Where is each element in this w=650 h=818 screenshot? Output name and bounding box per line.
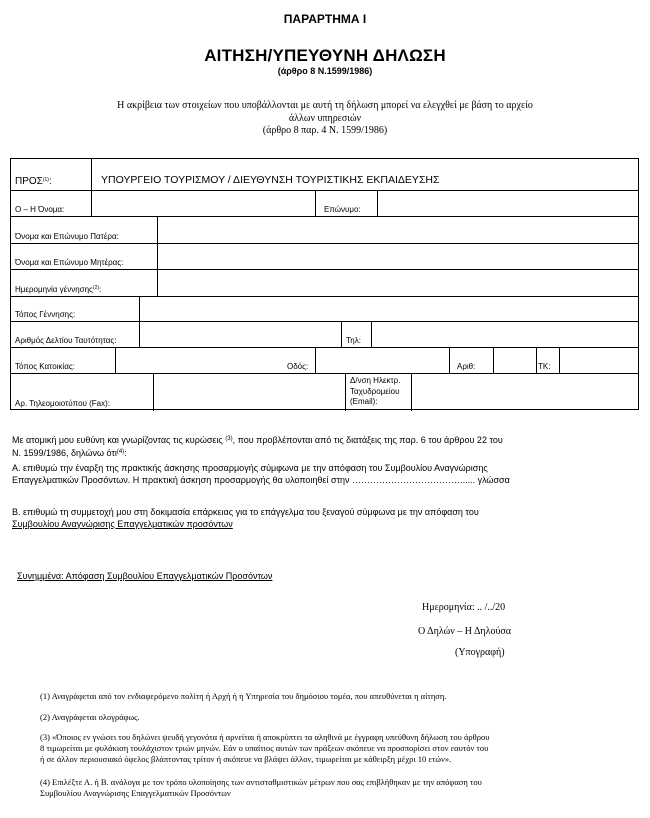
statement-line: Με ατομική μου ευθύνη και γνωρίζοντας τις κυρώσεις $^{(3)}$, που προβλέπονται από τις διατάξεις της παρ. 6 του άρθρου 22 του (12, 435, 503, 445)
note-3-line: ή σε άλλον περιουσιακό όφελος βλάπτοντας τρίτον ή σκόπευε να βλάψει άλλον, τιμωρείται με κάθειρξη μέχρι 10 ετών». (40, 754, 452, 764)
birth-date-field[interactable] (158, 270, 638, 295)
father-name-label: Όνομα και Επώνυμο Πατέρα: (15, 232, 119, 241)
option-a[interactable] (12, 463, 510, 486)
col-divider (536, 347, 537, 373)
document-title: ΑΙΤΗΣΗ/ΥΠΕΥΘΥΝΗ ΔΗΛΩΣΗ (204, 46, 446, 65)
first-name-label: Ο – Η Όνομα: (15, 205, 65, 214)
birth-place-label: Τόπος Γέννησης: (15, 310, 76, 319)
option-b[interactable] (12, 507, 479, 530)
annex-heading: ΠΑΡΑΡΤΗΜΑ Ι (283, 12, 367, 26)
email-field[interactable] (412, 374, 638, 410)
col-divider (341, 321, 342, 347)
option-b-line: Β. επιθυμώ τη συμμετοχή μου στη δοκιμασία επάρκειας για το επάγγελμα του ξεναγού σύμφωνα με την απόφαση του (12, 507, 479, 517)
fax-label: Αρ. Τηλεομοιοτύπου (Fax): (15, 399, 110, 408)
accuracy-notice (0, 100, 650, 138)
col-divider (345, 373, 346, 411)
phone-field[interactable] (372, 322, 638, 346)
note-2: (2) Αναγράφεται ολογράφως. (40, 712, 140, 722)
note-4 (40, 777, 482, 799)
surname-label: Επώνυμο: (324, 205, 361, 214)
birth-place-field[interactable] (140, 297, 638, 320)
note-4-line: Συμβουλίου Αναγνώρισης Επαγγελματικών Προσόντων (40, 788, 231, 798)
mother-name-field[interactable] (158, 244, 638, 268)
note-3-line: (3) «Όποιος εν γνώσει του δηλώνει ψευδή γεγονότα ή αρνείται ή αποκρύπτει τα αληθινά με έγγραφη υπεύθυνη δήλωση του άρθρου (40, 732, 490, 742)
notice-line: (άρθρο 8 παρ. 4 Ν. 1599/1986) (262, 125, 388, 136)
email-label (350, 376, 400, 408)
father-name-field[interactable] (158, 217, 638, 242)
attachments-line: Συνημμένα: Απόφαση Συμβουλίου Επαγγελματικών Προσόντων (17, 571, 273, 581)
residence-label: Τόπος Κατοικίας: (15, 362, 75, 371)
email-label-line: Δ/νση Ηλεκτρ. (350, 376, 401, 385)
mother-name-label: Όνομα και Επώνυμο Μητέρας: (15, 258, 124, 267)
note-3 (40, 732, 489, 765)
street-label: Οδός: (287, 362, 309, 371)
col-divider (449, 347, 450, 373)
surname-field[interactable] (378, 191, 638, 215)
postcode-label: ΤΚ: (538, 362, 551, 371)
option-a-line: Α. επιθυμώ την έναρξη της πρακτικής άσκησης προσαρμογής σύμφωνα με την απόφαση του Συμβουλίου Αναγνώρισης (12, 463, 488, 473)
note-4-line: (4) Επιλέξτε Α. ή Β. ανάλογα με τον τρόπο υλοποίησης των αντισταθμιστικών μέτρων που σας επιβλήθηκαν με την απόφαση του (40, 777, 482, 787)
number-field[interactable] (494, 348, 535, 372)
phone-label: Τηλ: (346, 336, 361, 345)
note-1: (1) Αναγράφεται από τον ενδιαφερόμενο πολίτη ή Αρχή ή η Υπηρεσία του δημόσιου τομέα, που απευθύνεται η αίτηση. (40, 691, 447, 701)
statement-line: Ν. 1599/1986, δηλώνω ότι$^{(4)}$: (12, 447, 127, 458)
date-line: Ημερομηνία: .. /../20 (422, 602, 506, 613)
notice-line: άλλων υπηρεσιών (288, 112, 362, 124)
option-b-line: Συμβουλίου Αναγνώρισης Επαγγελματικών προσόντων (12, 518, 233, 529)
notice-line: Η ακρίβεια των στοιχείων που υποβάλλονται με αυτή τη δήλωση μπορεί να ελεγχθεί με βάση το αρχείο (117, 100, 533, 111)
declarant-label: Ο Δηλών – Η Δηλούσα (418, 626, 512, 637)
email-label-line: Ταχυδρομείου (350, 386, 400, 396)
option-a-line: Επαγγελματικών Προσόντων. Η πρακτική άσκηση προσαρμογής θα υλοποιηθεί στην ………………………………...... γλώσσα (12, 474, 510, 485)
email-label-line: (Εmail): (350, 397, 378, 406)
declaration-form (10, 158, 639, 410)
signature-label: (Υπογραφή) (455, 647, 505, 658)
residence-field[interactable] (116, 348, 314, 372)
to-label: ΠΡΟΣ$^{(1)}$: (15, 176, 52, 187)
first-name-field[interactable] (92, 191, 314, 215)
street-field[interactable] (316, 348, 448, 372)
note-3-line: 8 τιμωρείται με φυλάκιση τουλάχιστον τριών μηνών. Εάν ο υπαίτιος αυτών των πράξεων σκόπευε να προσπορίσει στον εαυτόν του (40, 743, 489, 753)
to-value: ΥΠΟΥΡΓΕΙΟ ΤΟΥΡΙΣΜΟΥ / ΔΙΕΥΘΥΝΣΗ ΤΟΥΡΙΣΤΙΚΗΣ ΕΚΠΑΙΔΕΥΣΗΣ (101, 174, 440, 186)
fax-field[interactable] (154, 374, 344, 410)
document-subtitle: (άρθρο 8 Ν.1599/1986) (277, 66, 373, 76)
id-number-label: Αριθμός Δελτίου Ταυτότητας: (15, 336, 117, 345)
col-divider (315, 190, 316, 216)
responsibility-statement (12, 434, 503, 459)
birth-date-label: Ημερομηνία γέννησης$^{(2)}$: (15, 285, 102, 294)
id-number-field[interactable] (140, 322, 340, 346)
postcode-field[interactable] (560, 348, 638, 372)
number-label: Αριθ: (457, 362, 476, 371)
